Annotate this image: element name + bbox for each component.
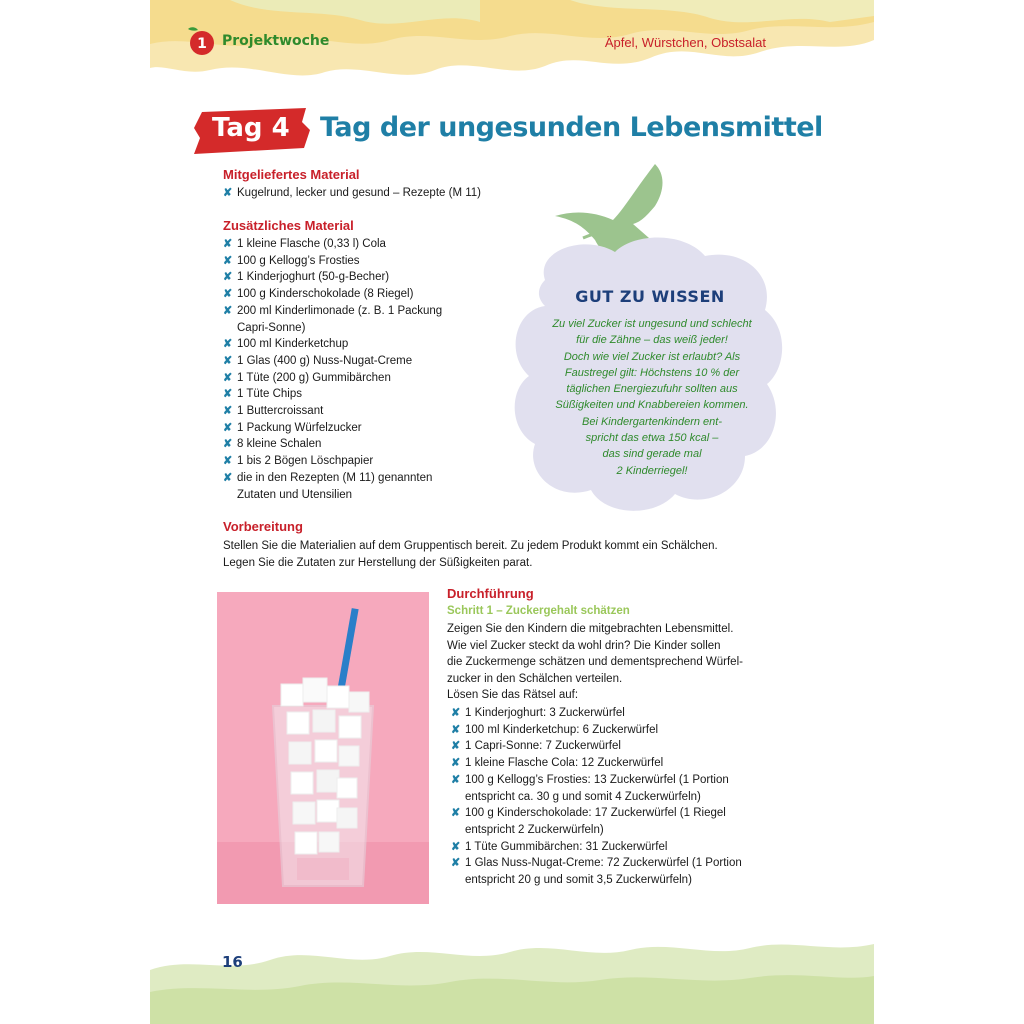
info-box-title: GUT ZU WISSEN (575, 287, 725, 306)
day-title: Tag der ungesunden Lebensmittel (320, 112, 823, 143)
list-item: ✘ 1 Tüte Chips (223, 386, 453, 403)
list-item: ✘ 100 ml Kinderketchup (223, 336, 453, 353)
list-item: ✘ 100 ml Kinderketchup: 6 Zuckerwürfel (451, 722, 771, 739)
header-title: Projektwoche (222, 33, 330, 49)
cross-bullet-icon: ✘ (223, 354, 233, 367)
list-item: ✘ 200 ml Kinderlimonade (z. B. 1 Packung Capri-Sonne) (223, 304, 443, 334)
list-item: ✘ die in den Rezepten (M 11) genannten Zutaten und Utensilien (223, 471, 433, 501)
cross-bullet-icon: ✘ (451, 840, 461, 853)
list-item: ✘ 100 g Kellogg’s Frosties (223, 253, 453, 270)
cross-bullet-icon: ✘ (223, 271, 233, 284)
page-number: 16 (222, 953, 243, 971)
list-item: ✘ 100 g Kinderschokolade (8 Riegel) (223, 286, 453, 303)
additional-material-list (223, 236, 453, 503)
cross-bullet-icon: ✘ (223, 238, 233, 250)
day-label: Tag 4 (212, 113, 290, 143)
list-item: ✘ 1 Packung Würfelzucker (223, 420, 453, 437)
cross-bullet-icon: ✘ (451, 857, 461, 870)
list-item: ✘ 1 Glas (400 g) Nuss-Nugat-Creme (223, 353, 453, 370)
supplied-material-list (223, 185, 523, 202)
list-item: ✘ 1 Tüte Gummibärchen: 31 Zuckerwürfel (451, 839, 771, 856)
list-item: ✘ 100 g Kellogg’s Frosties: 13 Zuckerwürfel (1 Portion entspricht ca. 30 g und somit 4 Zuckerwürfeln) (451, 773, 729, 803)
list-item: ✘ 1 Kinderjoghurt (50-g-Becher) (223, 269, 453, 286)
step-title: Schritt 1 – Zuckergehalt schätzen (447, 605, 630, 617)
list-item: ✘ 1 Glas Nuss-Nugat-Creme: 72 Zuckerwürfel (1 Portion entspricht 20 g und somit 3,5 Zuckerwürfeln) (451, 857, 742, 887)
list-item: ✘ Kugelrund, lecker und gesund – Rezepte (M 11) (223, 185, 523, 202)
cross-bullet-icon: ✘ (223, 304, 233, 317)
preparation-text: Stellen Sie die Materialien auf dem Gruppentisch bereit. Zu jedem Produkt kommt ein Schälchen. Legen Sie die Zutaten zur Herstellung der Süßigkeiten parat. (223, 540, 718, 569)
list-item: ✘ 1 Kinderjoghurt: 3 Zuckerwürfel (451, 705, 771, 722)
info-box-text: Zu viel Zucker ist ungesund und schlecht für die Zähne – das weiß jeder! Doch wie viel Zucker ist erlaubt? Als Faustregel gilt: Höchstens 10 % der täglichen Energiezufuhr sollten aus Süßigkeiten und Knabbereien kommen. Bei Kindergartenkindern ent- spricht das etwa 150 kcal – das sind gerade mal 2 Kinderriegel! (552, 318, 752, 477)
cross-bullet-icon: ✘ (223, 288, 233, 301)
apple-badge-icon (182, 26, 216, 56)
cross-bullet-icon: ✘ (223, 187, 233, 199)
cross-bullet-icon: ✘ (451, 707, 461, 719)
cross-bullet-icon: ✘ (223, 338, 233, 351)
cross-bullet-icon: ✘ (451, 723, 461, 736)
list-item: ✘ 1 Capri-Sonne: 7 Zuckerwürfel (451, 738, 771, 755)
cross-bullet-icon: ✘ (451, 807, 461, 820)
list-item: ✘ 1 kleine Flasche Cola: 12 Zuckerwürfel (451, 755, 771, 772)
cross-bullet-icon: ✘ (223, 388, 233, 401)
supplied-material-heading: Mitgeliefertes Material (223, 167, 360, 182)
list-item: ✘ 100 g Kinderschokolade: 17 Zuckerwürfel (1 Riegel entspricht 2 Zuckerwürfeln) (451, 807, 726, 836)
document-page (150, 0, 874, 1024)
sugar-answer-list (451, 705, 771, 889)
badge-number: 1 (197, 36, 207, 52)
list-item: ✘ 1 kleine Flasche (0,33 l) Cola (223, 236, 453, 253)
cross-bullet-icon: ✘ (223, 405, 233, 418)
bottom-watercolor-wash (150, 930, 874, 1024)
list-item: ✘ 1 Tüte (200 g) Gummibärchen (223, 370, 453, 387)
cross-bullet-icon: ✘ (451, 757, 461, 770)
cross-bullet-icon: ✘ (223, 471, 233, 484)
sugar-cubes-glass-photo (217, 592, 429, 904)
additional-material-heading: Zusätzliches Material (223, 218, 354, 233)
procedure-intro: Zeigen Sie den Kindern die mitgebrachten Lebensmittel. Wie viel Zucker steckt da wohl drin? Die Kinder sollen die Zuckermenge schätzen und dementsprechend Würfel- zucker in den Schälchen verteilen. Lösen Sie das Rätsel auf: (447, 623, 743, 702)
cross-bullet-icon: ✘ (223, 421, 233, 434)
preparation-heading: Vorbereitung (223, 519, 303, 534)
list-item: ✘ 1 Buttercroissant (223, 403, 453, 420)
list-item: ✘ 8 kleine Schalen (223, 436, 453, 453)
header-topic: Äpfel, Würstchen, Obstsalat (604, 35, 766, 50)
cross-bullet-icon: ✘ (223, 455, 233, 468)
cross-bullet-icon: ✘ (223, 438, 233, 451)
cross-bullet-icon: ✘ (223, 371, 233, 384)
list-item: ✘ 1 bis 2 Bögen Löschpapier (223, 453, 453, 470)
procedure-heading: Durchführung (447, 586, 534, 601)
cross-bullet-icon: ✘ (451, 773, 461, 786)
cross-bullet-icon: ✘ (451, 740, 461, 753)
cross-bullet-icon: ✘ (223, 254, 233, 267)
